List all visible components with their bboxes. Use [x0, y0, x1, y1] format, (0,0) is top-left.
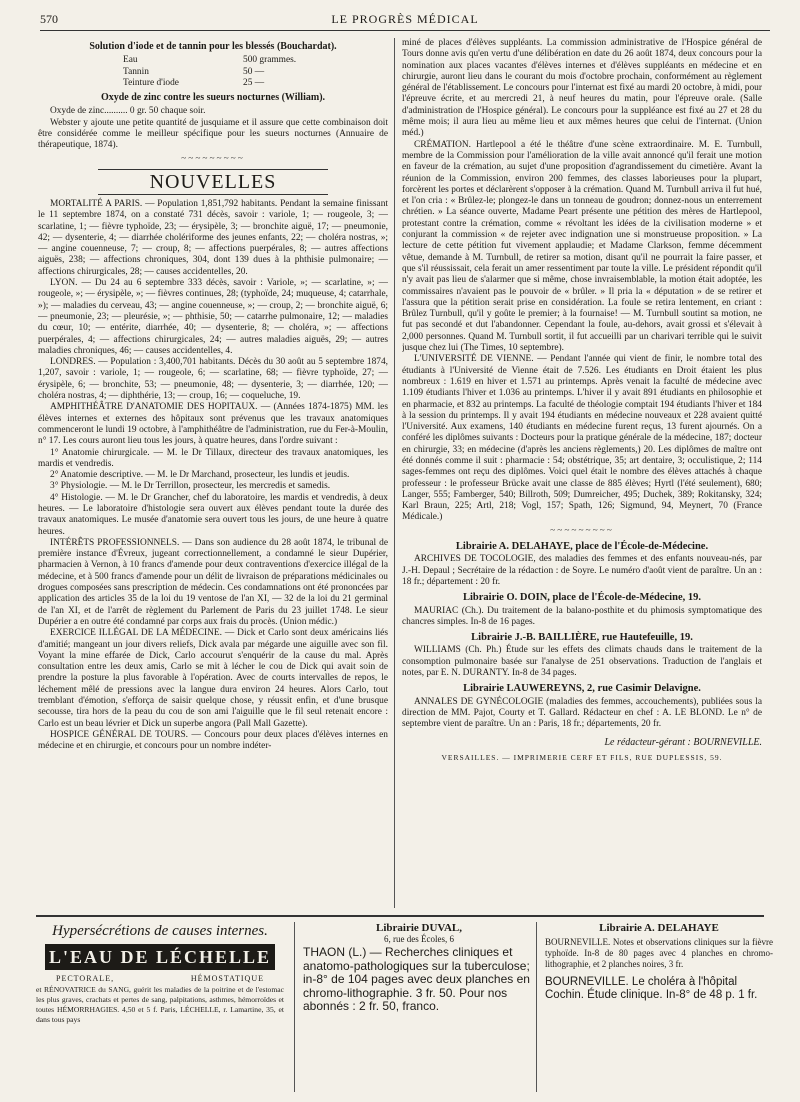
exercice-paragraph: EXERCICE ILLÉGAL DE LA MÉDECINE. — Dick et Carlo sont deux américains liés d'amitié; mangeant un jour divers reliefs, Dick avala par mégarde une aiguille avec son fil. Voyant la mine effarée de Dick, Carlo accourut s'enquérir de la cause du mal. Après consultation entre les deux amis, Carlo se mit à lécher le cou de Dick qui avait soin de prendre la posture la plus favorable à l'opération. Avec de courts intervalles de repos, le léchement mêlé de pressions avec la langue dura environ 24 heures. Alors Carlo, tout tremblant d'émotion, s'efforça de saisir quelque chose, y réussit enfin, et d'une brusque secousse, tira hors de la peau du cou de son ami l'aiguille que le fil seul retenait encore : Carlo est un beau lévrier et Dick un superbe angora (Pall Mall Gazette).	[38, 628, 388, 729]
cremation-paragraph: CRÉMATION. Hartlepool a été le théâtre d'une scène extraordinaire. M. E. Turnbull, membre de la Commission pour l'amélioration de la ville avait annoncé qu'il ferait une motion en faveur de la crémation, au sujet d'une proposition d'agrandissement du cimetière. Avant la réunion de la Commission, environ 200 femmes, des classes laborieuses pour la plupart, forcèrent les portes et déclarèrent s'opposer à la crémation. Quand M. Turnbull arriva il fut hué, et l'on cria : « Brûlez-le; plongez-le dans un tonneau de goudron; donnez-nous un enterrement chrétien. » La séance ouverte, Madame Peart présente une pétition des mères de Hartlepool, protestant contre la crémation, comme « révoltant les idées de la civilisation moderne » et conjurant la commission « de rejeter avec indignation une si monstrueuse proposition. » La lecture de cette pétition fut vivement applaudie; et Madame Clarkson, femme décemment vêtue, demande à M. Turnbull, de retirer sa motion, disant qu'il ne pourrait la faire passer, et que s'il réussissait, cela ferait un amer ressentiment par toute la ville. Le président répondit qu'il n'y avait pas lieu de s'alarmer que si même, chose invraisemblable, la motion était adoptée, les commissaires n'avaient pas le pouvoir de « brûler. » Il pria la « députation » de se retirer et l'assura que la pétition serait prise en considération. La foule se retira lentement, en criant : Brûlez Turnbull, qu'il y goûte le premier; à la fournaise! — M. Turnbull soutint sa motion, ne fut pas secondé et dut l'abandonner. Cependant la foule, au-dehors, avait grossi et s'élevait à 2,000 personnes. Quand M. Turnbull sortit, il fut accueilli par un charivari terrible qui le suivit jusque chez lui (The Times, 10 septembre).	[402, 139, 762, 354]
amphitheatre-paragraph: AMPHITHÉÂTRE D'ANATOMIE DES HOPITAUX. — (Années 1874-1875) MM. les élèves internes et externes des hôpitaux sont prévenus que les travaux anatomiques commenceront le lundi 19 octobre, à l'amphithéâtre de l'administration, rue du Fer-à-Moulin, n° 17. Les cours auront lieu tous les jours, à quatre heures, dans l'ordre suivant :	[38, 402, 388, 447]
oxyde-line: Oxyde de zinc.......... 0 gr. 50 chaque soir.	[50, 106, 206, 117]
ad-headline: Hypersécrétions de causes internes.	[52, 923, 268, 939]
advertisement-eau-lechelle	[36, 922, 284, 1092]
ad-library-title: Librairie DUVAL,	[376, 922, 462, 934]
running-head	[40, 10, 770, 31]
interets-paragraph: INTÉRÊTS PROFESSIONNELS. — Dans son audience du 28 août 1874, le tribunal de première instance d'Évreux, jugeant correctionnellement, a condamné le sieur Dupérier, pharmacien à Vernon, à 10 francs d'amende pour deux contraventions d'exercice illégal de la médecine, et à 500 francs d'amende pour un délit de livraison de préparations médicinales ou drogues composées sans prescription de médecin. Ces condamnations ont été prononcées par application des articles 35 de la loi du 19 ventose de l'an XI, — 32 de la loi du 21 germinal de l'an XI, et de l'arrêt de règlement du Parlement de Paris du 23 juillet 1748. Le sieur Dupérier a en outre été condamné par corps aux frais du procès. (Union médic.)	[38, 537, 388, 627]
formula-list	[123, 55, 388, 89]
right-column	[402, 38, 762, 908]
mortalite-paragraph: MORTALITÉ A PARIS. — Population 1,851,792 habitants. Pendant la semaine finissant le 11 septembre 1874, on a constaté 731 décès, savoir : variole, 1; — rougeole, 3; — scarlatine, 1; — fièvre typhoïde, 23; — érysipèle, 3; — bronchite aiguë, 17; — pneumonie, 42; — dysenterie, 4; — diarrhée cholériforme des jeunes enfants, 22; — choléra nostras, »; — angine couenneuse, 7; — croup, 8; — affections puerpérales, 8; — autres affections aiguës, 238; — affections chroniques, 304, dont 139 dues à la phthisie pulmonaire; — affections chirurgicales, 28; — causes accidentelles, 20.	[38, 198, 388, 277]
course-item: 1° Anatomie chirurgicale. — M. le Dr Tillaux, directeur des travaux anatomiques, les mardis et vendredis.	[38, 447, 388, 469]
ad-body-secondary: BOURNEVILLE. Le choléra à l'hôpital Cochin. Étude clinique. In-8° de 48 p. 1 fr.	[545, 976, 758, 1001]
library-title: Librairie LAUWEREYNS, 2, rue Casimir Delavigne.	[463, 683, 701, 695]
library-text: ANNALES DE GYNÉCOLOGIE (maladies des femmes, accouchements), publiées sous la direction de MM. Pajot, Courty et T. Gallard. Rédacteur en chef : A. LE BLOND. Le n° de septembre vient de paraître. Un an : Paris, 18 fr.; départements, 20 fr.	[402, 696, 762, 730]
library-text: MAURIAC (Ch.). Du traitement de la balano-posthite et du phimosis symptomatique des chancres simples. In-8 de 16 pages.	[402, 605, 762, 627]
londres-paragraph: LONDRES. — Population : 3,400,701 habitants. Décès du 30 août au 5 septembre 1874, 1,207, savoir : variole, 1; — rougeole, 6; — scarlatine, 68; — fièvre typhoïde, 27; — érysipèle, 6; — bronchite, 53; — pneumonie, 48; — dysenterie, 3; — diarrhée, 120; — choléra nostras, 4; — diphthérie, 13; — croup, 16; — coqueluche, 19.	[38, 357, 388, 402]
ad-library-title: Librairie A. DELAHAYE	[599, 922, 719, 934]
printer-imprint: VERSAILLES. — IMPRIMERIE CERF ET FILS, RUE DUPLESSIS, 59.	[441, 752, 723, 762]
library-text: WILLIAMS (Ch. Ph.) Étude sur les effets des climats chauds dans le traitement de la consomption pulmonaire basée sur l'analyse de 251 observations. Traduction de l'anglais et notes, par E. N. DURANTY. In-8 de 34 pages.	[402, 645, 762, 679]
course-item: 3° Physiologie. — M. le Dr Terrillon, prosecteur, les mercredis et samedis.	[50, 481, 331, 492]
library-text: ARCHIVES DE TOCOLOGIE, des maladies des femmes et des enfants nouveau-nés, par J.-H. Depaul ; Secrétaire de la rédaction : de Soyre. Le numéro d'août vient de paraître. Un an : 18 fr.; département : 20 fr.	[402, 554, 762, 587]
brand-banner: L'EAU DE LÉCHELLE	[45, 944, 275, 970]
ornament-divider: ~~~~~~~~~	[181, 153, 245, 164]
column-rule	[394, 38, 395, 908]
nouvelles-heading: NOUVELLES	[98, 169, 328, 195]
course-item: 4° Histologie. — M. le Dr Grancher, chef du laboratoire, les mardis et vendredis, à deux heures. — Le laboratoire d'histologie sera ouvert aux élèves pendant toute la durée des travaux anatomiques. Le musée d'anatomie sera ouvert tous les jours, de une heure à quatre heures.	[38, 492, 388, 537]
brand-subtitle: PECTORALE, HÉMOSTATIQUE	[56, 974, 264, 983]
ad-body: BOURNEVILLE. Notes et observations cliniques sur la fièvre typhoïde. In-8 de 80 pages avec 4 planches en chromo-lithographie, et 2 planches noires, 3 fr.	[545, 937, 773, 969]
formula-row: Teinture d'iode 25 —	[123, 77, 265, 88]
solution-title: Solution d'iode et de tannin pour les blessés (Bouchardat).	[89, 41, 337, 52]
hospice-paragraph: HOSPICE GÉNÉRAL DE TOURS. — Concours pour deux places d'élèves internes en médecine et en chirurgie, et concours pour un nombre indéter-	[38, 729, 388, 752]
webster-paragraph: Webster y ajoute une petite quantité de jusquiame et il assure que cette combinaison doit être considérée comme le meilleur spécifique pour les sueurs nocturnes (Annuaire de thérapeutique, 1874).	[38, 117, 388, 151]
formula-row: Eau 500 grammes.	[123, 55, 297, 66]
vienne-paragraph: L'UNIVERSITÉ DE VIENNE. — Pendant l'année qui vient de finir, le nombre total des étudiants à l'Université de Vienne était de 7.526. Les étudiants en Droit étaient les plus nombreux : 1.619 en hiver et 1.571 au printemps. Après venait la faculté de médecine avec 1.109 étudiants l'hiver et 1.036 au printemps. L'hiver il y avait 891 étudiants en philosophie et en pharmacie, et 832 au printemps. La faculté de théologie comptait 194 étudiants l'hiver et 184 à la session du printemps. Il y avait 194 étudiants en médecine nouveaux et 228 avaient quitté l'Université. Aux examens, 140 étudiants en médecine furent reçus, 13 furent ajournés. On a conféré les diplômes suivants : Docteurs pour la pratique générale de la médecine, 187; docteur en chirurgie, 33; en médecine (d'après les anciens règlements,) 20. Les diplômes de maître ont été donnés comme il suit : pharmacie : 54; obstétrique, 35; art dentaire, 3; occulistique, 2; 114 sages-femmes ont reçu des diplômes. Voici quel était le nombre des élèves attachés à chaque professeur : le professeur Brücke avait une classe de 885 élèves; Hyrtl (l'été seulement), 680; Langer, 555; Famberger, 540; Billroth, 509; Dumreicher, 495; Duchek, 389; Rokitansky, 324; Karl Braun, 225; Artl, 218; Vogl, 157; Spath, 126; Sigmund, 94, Meynert, 70 (France Médicale.)	[402, 354, 762, 523]
ad-library-address: 6, rue des Écoles, 6	[384, 934, 454, 944]
oxyde-title: Oxyde de zinc contre les sueurs nocturnes (William).	[100, 92, 326, 104]
lyon-paragraph: LYON. — Du 24 au 6 septembre 333 décès, savoir : Variole, »; — scarlatine, »; — rougeole, »; — érysipèle, »; — fièvres continues, 28; (typhoïde, 24; muqueuse, 4; catarrhale, »); — maladies du cerveau, 43; — angine couenneuse, »; — croup, 2; — bronchite aiguë, 6; — pneumonie, 23; — pleurésie, »; — phthisie, 50; — catarrhe pulmonaire, 12; — maladies du cœur, 10; — entérite, diarrhée, 40; — dysenterie, 8; — choléra, »; — affections puerpérales, 4; — affections chirurgicales, 24; — autres maladies aiguës, 29; — autres maladies chroniques, 46; — causes accidentelles, 4.	[38, 278, 388, 356]
ad-separator	[36, 915, 764, 917]
library-title: Librairie A. DELAHAYE, place de l'École-de-Médecine.	[455, 541, 709, 553]
advertisement-delahaye	[536, 922, 773, 1092]
advertisement-duval	[294, 922, 535, 1092]
course-item: 2° Anatomie descriptive. — M. le Dr Marchand, prosecteur, les lundis et jeudis.	[50, 470, 350, 481]
library-title: Librairie O. DOIN, place de l'École-de-Médecine, 19.	[463, 592, 701, 604]
editor-signature: Le rédacteur-gérant : BOURNEVILLE.	[604, 736, 762, 748]
tours-continued: miné de places d'élèves suppléants. La commission administrative de l'Hospice général de Tours donne avis qu'en vertu d'une délibération en date du 26 août 1874, deux concours pour la nomination aux places vacantes d'élèves internes et d'élèves suppléants en médecine et en chirurgie, auront lieu dans le courant du mois d'octobre prochain, conformément au règlement général de l'établissement. Le concours pour l'internat est fixé au mardi 20 octobre, à midi, pour l'épreuve écrite, et au mercredi 21, à neuf heures du matin, pour l'épreuve orale. (Salle d'administration de l'Hospice général). Le concours pour la suppléance est fixé au 27 et 28 du même mois; il aura lieu au même lieu et aux mêmes heures que celui de l'internat. (Union méd.)	[402, 38, 762, 139]
journal-title: LE PROGRÈS MÉDICAL	[331, 12, 479, 26]
left-column	[38, 38, 388, 908]
formula-row: Tannin 50 —	[123, 66, 265, 77]
ad-body: et RÉNOVATRICE du SANG, guérit les maladies de la poitrine et de l'estomac les plus graves, crachats et pertes de sang, palpitations, asthmes, hémorroïdes et toutes HÉMORRHAGIES. 4,50 et 5 f. Paris, LÉCHELLE, r. Lamartine, 35, et dans tous pays	[36, 985, 284, 1024]
ornament-divider: ~~~~~~~~~	[550, 525, 614, 536]
ad-body: THAON (L.) — Recherches cliniques et anatomo-pathologiques sur la tuberculose; in-8° de 104 pages avec deux planches en chromo-lithographie. 3 fr. 50. Pour nos abonnés : 2 fr. 50, franco.	[303, 945, 530, 1013]
page-number: 570	[40, 12, 58, 26]
library-title: Librairie J.-B. BAILLIÈRE, rue Hautefeuille, 19.	[471, 632, 693, 644]
